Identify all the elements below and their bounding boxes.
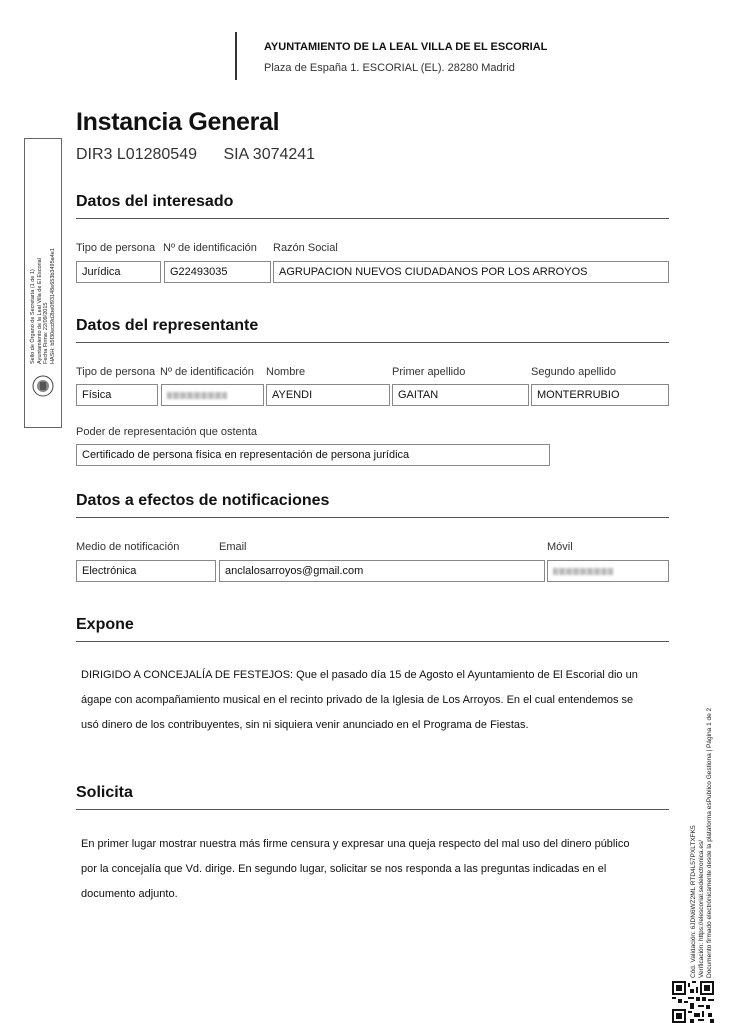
- section-notificaciones-title: Datos a efectos de notificaciones: [76, 492, 669, 518]
- field-segundo-apellido: MONTERRUBIO: [531, 384, 669, 406]
- field-nombre: AYENDI: [266, 384, 390, 406]
- expone-line: DIRIGIDO A CONCEJALÍA DE FESTEJOS: Que el pasado día 15 de Agosto el Ayuntamiento de El Escorial dio un: [81, 669, 638, 681]
- qr-code-icon: [672, 981, 714, 1023]
- label-primer-apellido: Primer apellido: [392, 366, 466, 378]
- label-nombre: Nombre: [266, 366, 306, 378]
- registry-seal: [24, 138, 62, 428]
- field-medio: Electrónica: [76, 560, 216, 582]
- validation-line: Documento firmado electrónicamente desde la plataforma esPublico Gestiona | Página 1 de 2: [706, 707, 713, 978]
- field-tipo-persona: Física: [76, 384, 158, 406]
- expone-line: ágape con acompañamiento musical en el recinto privado de la Iglesia de Los Arroyos. En el cual entendemos se: [81, 694, 634, 706]
- label-razon-social: Razón Social: [273, 242, 338, 254]
- coat-of-arms-icon: [32, 375, 54, 397]
- solicita-line: por la concejalía que Vd. dirige. En segundo lugar, solicitar se nos responda a las preguntas indicadas en el: [81, 863, 607, 875]
- expone-line: usó dinero de los contribuyentes, sin ni siquiera venir anunciado en el Programa de Fiestas.: [81, 719, 529, 731]
- section-representante-title: Datos del representante: [76, 317, 669, 343]
- section-interesado-title: Datos del interesado: [76, 193, 669, 219]
- label-medio: Medio de notificación: [76, 541, 180, 553]
- solicita-line: documento adjunto.: [81, 888, 178, 900]
- validation-line: Verificación: https://elescorial.sedelectronica.es/: [698, 839, 705, 978]
- label-nif: Nº de identificación: [163, 242, 257, 254]
- redacted-value: [553, 568, 613, 575]
- sia-code: SIA 3074241: [223, 146, 316, 163]
- expone-text: [81, 663, 666, 738]
- label-poder: Poder de representación que ostenta: [76, 426, 258, 438]
- seal-line: Sello de Órgano de Secretaría (1 de 1): [30, 269, 36, 364]
- solicita-text: [81, 832, 666, 907]
- section-expone-title: Expone: [76, 616, 669, 642]
- field-primer-apellido: GAITAN: [392, 384, 529, 406]
- label-segundo-apellido: Segundo apellido: [531, 366, 617, 378]
- validation-text: [690, 648, 714, 978]
- institution-address: Plaza de España 1. ESCORIAL (EL). 28280 Madrid: [264, 62, 515, 74]
- label-movil: Móvil: [547, 541, 573, 553]
- field-email: anclalosarroyos@gmail.com: [219, 560, 545, 582]
- label-email: Email: [219, 541, 247, 553]
- solicita-line: En primer lugar mostrar nuestra más firme censura y expresar una queja respecto del mal uso del dinero público: [81, 838, 630, 850]
- label-tipo-persona: Tipo de persona: [76, 366, 156, 378]
- institution-name: AYUNTAMIENTO DE LA LEAL VILLA DE EL ESCORIAL: [264, 41, 548, 53]
- label-nif: Nº de identificación: [160, 366, 254, 378]
- field-tipo-persona: Jurídica: [76, 261, 161, 283]
- validation-line: Cód. Validación: 6JDN6WZ2ML RTD4L57PXLTXFK5: [690, 825, 697, 978]
- field-poder: Certificado de persona física en representación de persona jurídica: [76, 444, 550, 466]
- dir3-code: DIR3 L01280549: [76, 146, 197, 163]
- page-title: Instancia General: [76, 108, 280, 136]
- seal-line: HASH: b5f30ecd9d2be0f93148e653b3495a4e1: [49, 248, 56, 364]
- redacted-value: [167, 392, 227, 399]
- field-razon-social: AGRUPACION NUEVOS CIUDADANOS POR LOS ARROYOS: [273, 261, 669, 283]
- header-divider: [235, 32, 237, 80]
- seal-line: Ayuntamiento de la Leal Villa de El Escorial: [36, 258, 43, 364]
- document-codes: [76, 146, 337, 164]
- seal-line: Fecha Firma: 22/09/2015: [43, 302, 49, 364]
- field-movil-redacted: [547, 560, 669, 582]
- seal-text: [30, 144, 56, 364]
- field-nif: G22493035: [164, 261, 271, 283]
- section-solicita-title: Solicita: [76, 784, 669, 810]
- field-nif-redacted: [161, 384, 264, 406]
- label-tipo-persona: Tipo de persona: [76, 242, 156, 254]
